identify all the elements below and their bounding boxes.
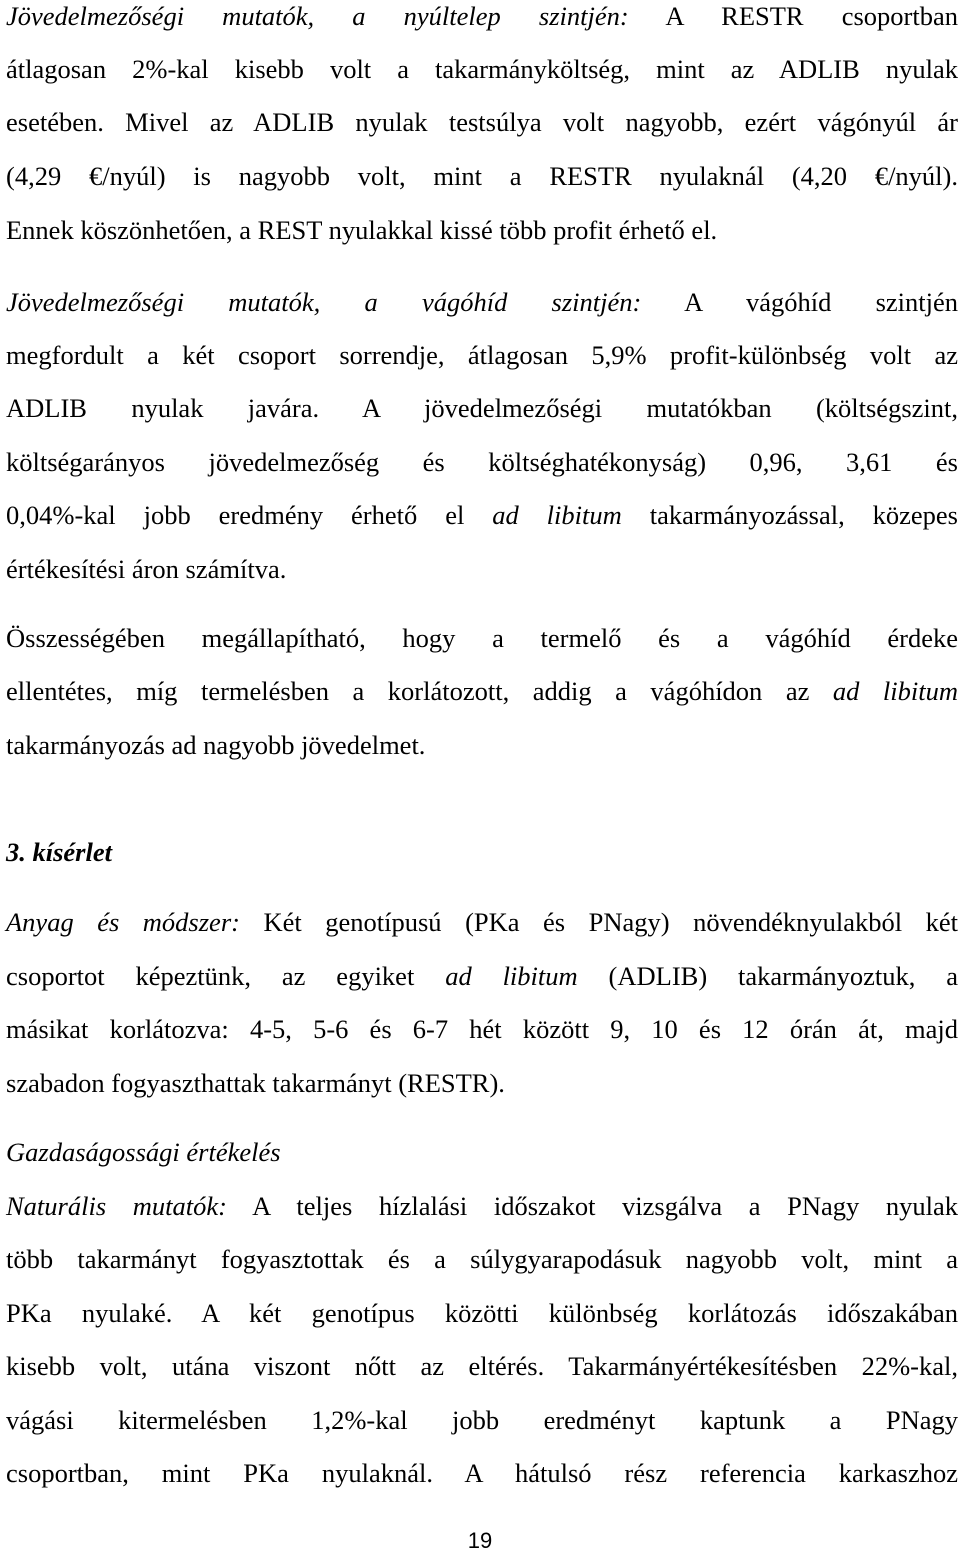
text-line: takarmányozás ad nagyobb jövedelmet. <box>6 730 426 760</box>
text-line: megfordult a két csoport sorrendje, átlagosan 5,9% profit-különbség volt az <box>6 340 958 370</box>
text-line <box>6 958 958 994</box>
text-line <box>6 904 958 940</box>
line-text: A teljes hízlalási időszakot vizsgálva a PNagy nyulak <box>226 1191 958 1221</box>
text-line: PKa nyulaké. A két genotípus közötti különbség korlátozás időszakában <box>6 1298 958 1328</box>
italic-lead: Anyag és módszer: <box>6 907 240 937</box>
line-text: (ADLIB) takarmányoztuk, a <box>577 961 958 991</box>
italic-lead: Jövedelmezőségi mutatók, a nyúltelep szintjén: <box>6 1 629 31</box>
text-line <box>6 673 958 709</box>
line-text: A RESTR csoportban <box>628 1 959 31</box>
text-line: csoportban, mint PKa nyulaknál. A hátulsó rész referencia karkaszhoz <box>6 1458 958 1488</box>
italic-term: ad libitum <box>492 500 622 530</box>
text-line: értékesítési áron számítva. <box>6 554 287 584</box>
text-line <box>6 497 958 533</box>
italic-term: ad libitum <box>445 961 578 991</box>
text-line: (4,29 €/nyúl) is nagyobb volt, mint a RESTR nyulaknál (4,20 €/nyúl). <box>6 161 958 191</box>
section-heading: 3. kísérlet <box>6 837 112 867</box>
text-line <box>6 0 958 34</box>
line-text: Két genotípusú (PKa és PNagy) növendéknyulakból két <box>239 907 959 937</box>
line-text: csoportot képeztünk, az egyiket <box>6 961 446 991</box>
text-line: Ennek köszönhetően, a REST nyulakkal kissé több profit érhető el. <box>6 215 718 245</box>
text-line: átlagosan 2%-kal kisebb volt a takarmányköltség, mint az ADLIB nyulak <box>6 54 958 84</box>
text-line <box>6 1188 958 1224</box>
text-line: szabadon fogyaszthattak takarmányt (RESTR). <box>6 1068 505 1098</box>
text-line <box>6 284 958 320</box>
text-line: ADLIB nyulak javára. A jövedelmezőségi mutatókban (költségszint, <box>6 393 958 423</box>
text-line: másikat korlátozva: 4-5, 5-6 és 6-7 hét között 9, 10 és 12 órán át, majd <box>6 1014 958 1044</box>
text-line: kisebb volt, utána viszont nőtt az eltérés. Takarmányértékesítésben 22%-kal, <box>6 1351 958 1381</box>
text-line: költségarányos jövedelmezőség és költséghatékonyság) 0,96, 3,61 és <box>6 447 958 477</box>
page-number: 19 <box>467 1528 493 1553</box>
text-line: vágási kitermelésben 1,2%-kal jobb eredményt kaptunk a PNagy <box>6 1405 958 1435</box>
line-text: 0,04%-kal jobb eredmény érhető el <box>6 500 493 530</box>
italic-term: ad libitum <box>832 676 959 706</box>
text-line: Összességében megállapítható, hogy a termelő és a vágóhíd érdeke <box>6 623 958 653</box>
line-text: ellentétes, míg termelésben a korlátozott, addig a vágóhídon az <box>6 676 833 706</box>
line-text: takarmányozással, közepes <box>621 500 958 530</box>
line-text: A vágóhíd szintjén <box>641 287 958 317</box>
subheading: Gazdaságossági értékelés <box>6 1137 281 1167</box>
text-line: esetében. Mivel az ADLIB nyulak testsúlya volt nagyobb, ezért vágónyúl ár <box>6 107 958 137</box>
italic-lead: Naturális mutatók: <box>6 1191 227 1221</box>
italic-lead: Jövedelmezőségi mutatók, a vágóhíd szintjén: <box>6 287 642 317</box>
text-line: több takarmányt fogyasztottak és a súlygyarapodásuk nagyobb volt, mint a <box>6 1244 958 1274</box>
